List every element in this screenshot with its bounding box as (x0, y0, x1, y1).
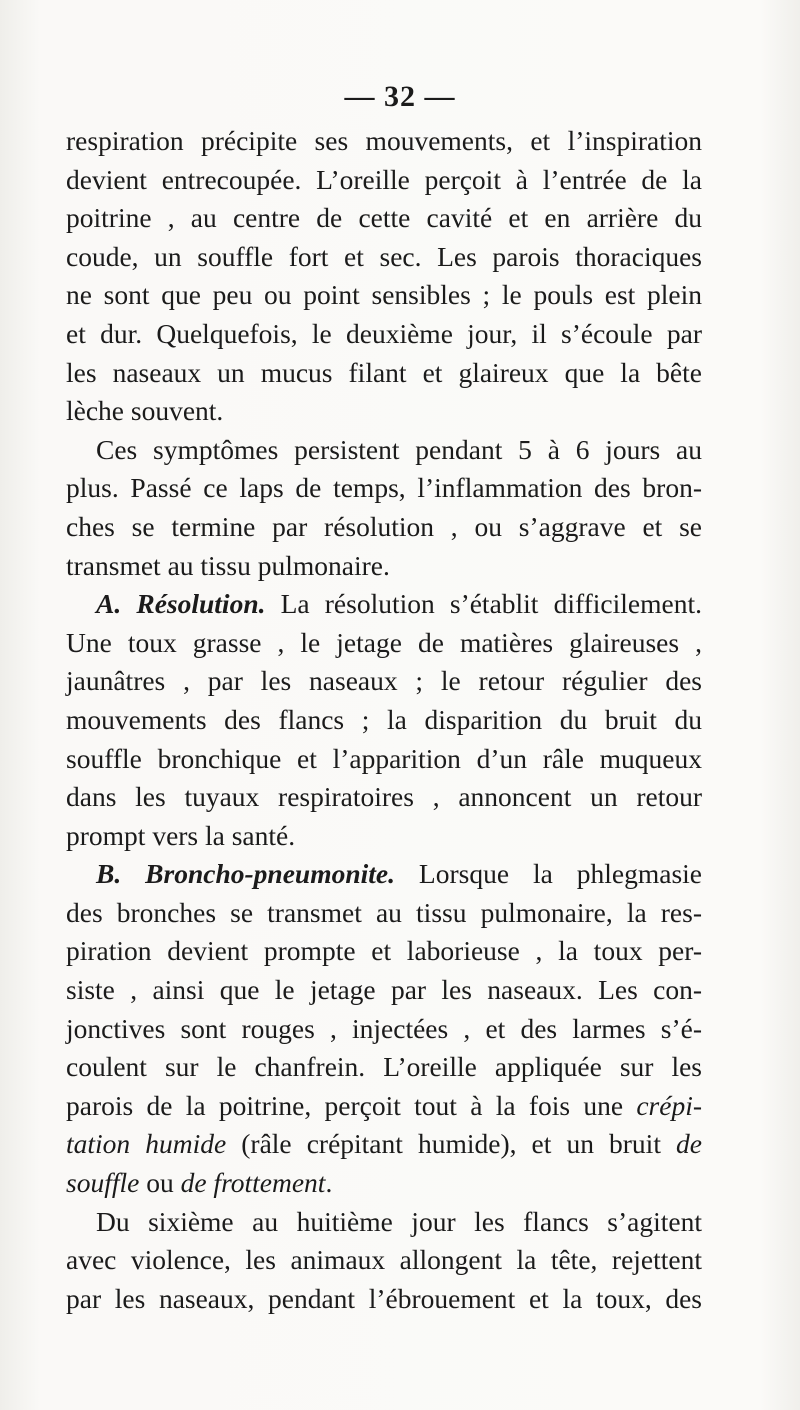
italic-term: de (676, 1128, 702, 1160)
text-line: ches se termine par résolution , ou s’aggrave et se (66, 510, 702, 542)
text-line: et dur. Quelquefois, le deuxième jour, il s’écoule par (66, 317, 702, 349)
text-line: jaunâtres , par les naseaux ; le retour régulier des (66, 665, 702, 697)
text-line (66, 1087, 702, 1126)
text-line: ne sont que peu ou point sensibles ; le pouls est plein (66, 279, 702, 311)
text-line: Du sixième au huitième jour les flancs s’agitent (96, 1205, 702, 1237)
text-line: jonctives sont rouges , injectées , et des larmes s’é- (66, 1012, 702, 1044)
italic-term: tation humide (66, 1128, 227, 1160)
section-heading-line (66, 855, 702, 894)
text-line: transmet au tissu pulmonaire. (66, 549, 390, 581)
text-run: (râle crépitant humide), et un bruit (226, 1128, 677, 1160)
text-line: devient entrecoupée. L’oreille perçoit à l’entrée de la (66, 163, 702, 195)
text-line: coulent sur le chanfrein. L’oreille appliquée sur les (66, 1051, 702, 1083)
italic-term: crépi- (636, 1089, 702, 1121)
text-line: des bronches se transmet au tissu pulmonaire, la res- (66, 896, 702, 928)
text-line (66, 1164, 702, 1203)
text-line: les naseaux un mucus filant et glaireux que la bête (66, 356, 702, 388)
text-line (66, 1125, 702, 1164)
text-run: Lorsque la phlegmasie (395, 858, 703, 890)
text-run: La résolution s’établit difficilement. (265, 588, 702, 620)
text-line: dans les tuyaux respiratoires , annoncent un retour (66, 781, 702, 813)
text-line: piration devient prompte et laborieuse , la toux per- (66, 935, 702, 967)
text-line: mouvements des flancs ; la disparition du bruit du (66, 703, 702, 735)
text-line: coude, un souffle fort et sec. Les parois thoraciques (66, 240, 702, 272)
text-line: siste , ainsi que le jetage par les naseaux. Les con- (66, 974, 702, 1006)
body-text (66, 122, 702, 1318)
text-run: parois de la poitrine, perçoit tout à la fois une (66, 1089, 637, 1121)
page-number: — 32 — (344, 80, 456, 113)
text-line: avec violence, les animaux allongent la tête, rejettent (66, 1244, 702, 1276)
section-heading-line (66, 585, 702, 624)
text-line: respiration précipite ses mouvements, et l’inspiration (66, 125, 702, 156)
italic-term: souffle (66, 1167, 140, 1199)
text-line: par les naseaux, pendant l’ébrouement et la toux, des (66, 1282, 702, 1314)
italic-term: de frottement (180, 1167, 326, 1199)
section-heading: A. Résolution. (96, 588, 266, 620)
text-run: ou (139, 1167, 181, 1199)
text-line: Ces symptômes persistent pendant 5 à 6 jours au (96, 433, 702, 465)
text-run: . (325, 1167, 333, 1199)
text-line: prompt vers la santé. (66, 819, 296, 851)
section-heading: B. Broncho-pneumonite. (96, 858, 395, 890)
text-line: lèche souvent. (66, 395, 224, 427)
text-line: plus. Passé ce laps de temps, l’inflammation des bron- (66, 472, 702, 504)
text-line: poitrine , au centre de cette cavité et en arrière du (66, 202, 702, 234)
text-line: souffle bronchique et l’apparition d’un râle muqueux (66, 742, 702, 774)
text-line: Une toux grasse , le jetage de matières glaireuses , (66, 626, 702, 658)
